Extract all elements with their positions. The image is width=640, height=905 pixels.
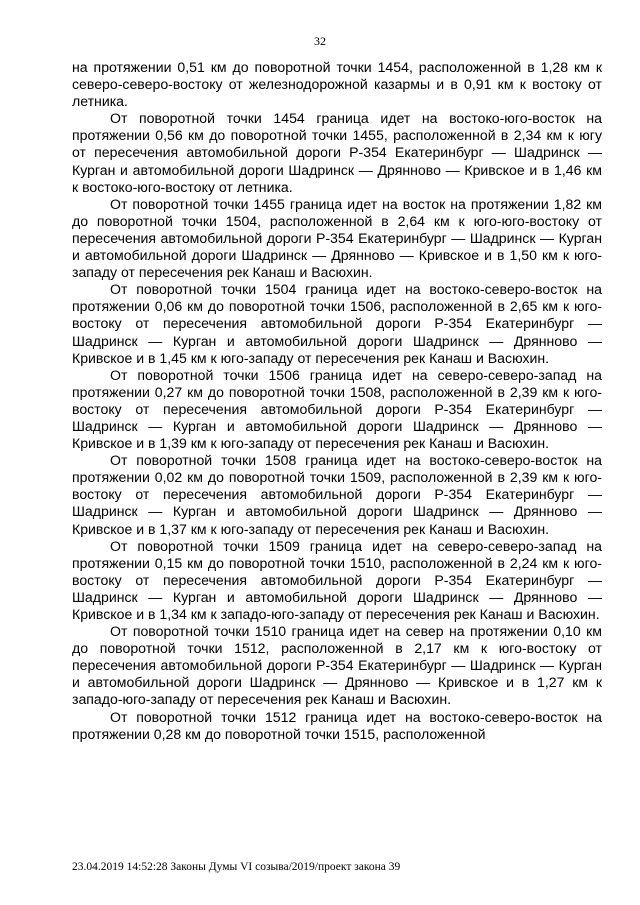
paragraph: От поворотной точки 1512 граница идет на востоко-северо-восток на протяжении 0,28 км до поворотной точки 1515, расположенной [72, 708, 602, 742]
paragraph: От поворотной точки 1454 граница идет на востоко-юго-восток на протяжении 0,56 км до поворотной точки 1455, расположенной в 2,34 км к югу от пересечения автомобильной дороги Р-354 Екатеринбург — Шадринск — Курган и автомобильной дороги Шадринск — Дрянново — Кривское и в 1,46 км к востоко-юго-востоку от летника. [72, 110, 602, 195]
paragraph: От поворотной точки 1508 граница идет на востоко-северо-восток на протяжении 0,02 км до поворотной точки 1509, расположенной в 2,39 км к юго-востоку от пересечения автомобильной дороги Р-354 Екатеринбург — Шадринск — Курган и автомобильной дороги Шадринск — Дрянново — Кривское и в 1,37 км к юго-западу от пересечения рек Канаш и Васюхин. [72, 452, 602, 537]
body-text [72, 59, 602, 743]
paragraph: От поворотной точки 1510 граница идет на север на протяжении 0,10 км до поворотной точки 1512, расположенной в 2,17 км к юго-востоку от пересечения автомобильной дороги Р-354 Екатеринбург — Шадринск — Курган и автомобильной дороги Шадринск — Дрянново — Кривское и в 1,27 км к западо-юго-западу от пересечения рек Канаш и Васюхин. [72, 623, 602, 708]
paragraph: От поворотной точки 1504 граница идет на востоко-северо-восток на протяжении 0,06 км до поворотной точки 1506, расположенной в 2,65 км к юго-востоку от пересечения автомобильной дороги Р-354 Екатеринбург — Шадринск — Курган и автомобильной дороги Шадринск — Дрянново — Кривское и в 1,45 км к юго-западу от пересечения рек Канаш и Васюхин. [72, 281, 602, 366]
paragraph: От поворотной точки 1455 граница идет на восток на протяжении 1,82 км до поворотной точки 1504, расположенной в 2,64 км к юго-юго-востоку от пересечения автомобильной дороги Р-354 Екатеринбург — Шадринск — Курган и автомобильной дороги Шадринск — Дрянново — Кривское и в 1,50 км к юго-западу от пересечения рек Канаш и Васюхин. [72, 195, 602, 281]
paragraph: От поворотной точки 1509 граница идет на северо-северо-запад на протяжении 0,15 км до поворотной точки 1510, расположенной в 2,24 км к юго-востоку от пересечения автомобильной дороги Р-354 Екатеринбург — Шадринск — Курган и автомобильной дороги Шадринск — Дрянново — Кривское и в 1,34 км к западо-юго-западу от пересечения рек Канаш и Васюхин. [72, 537, 602, 622]
page-number: 32 [314, 34, 326, 48]
footer-stamp: 23.04.2019 14:52:28 Законы Думы VI созыва/2019/проект закона 39 [72, 861, 401, 873]
paragraph-continued: на протяжении 0,51 км до поворотной точки 1454, расположенной в 1,28 км к северо-северо-востоку от железнодорожной казармы и в 0,91 км к востоку от летника. [72, 59, 602, 110]
paragraph: От поворотной точки 1506 граница идет на северо-северо-запад на протяжении 0,27 км до поворотной точки 1508, расположенной в 2,39 км к юго-востоку от пересечения автомобильной дороги Р-354 Екатеринбург — Шадринск — Курган и автомобильной дороги Шадринск — Дрянново — Кривское и в 1,39 км к юго-западу от пересечения рек Канаш и Васюхин. [72, 366, 602, 452]
